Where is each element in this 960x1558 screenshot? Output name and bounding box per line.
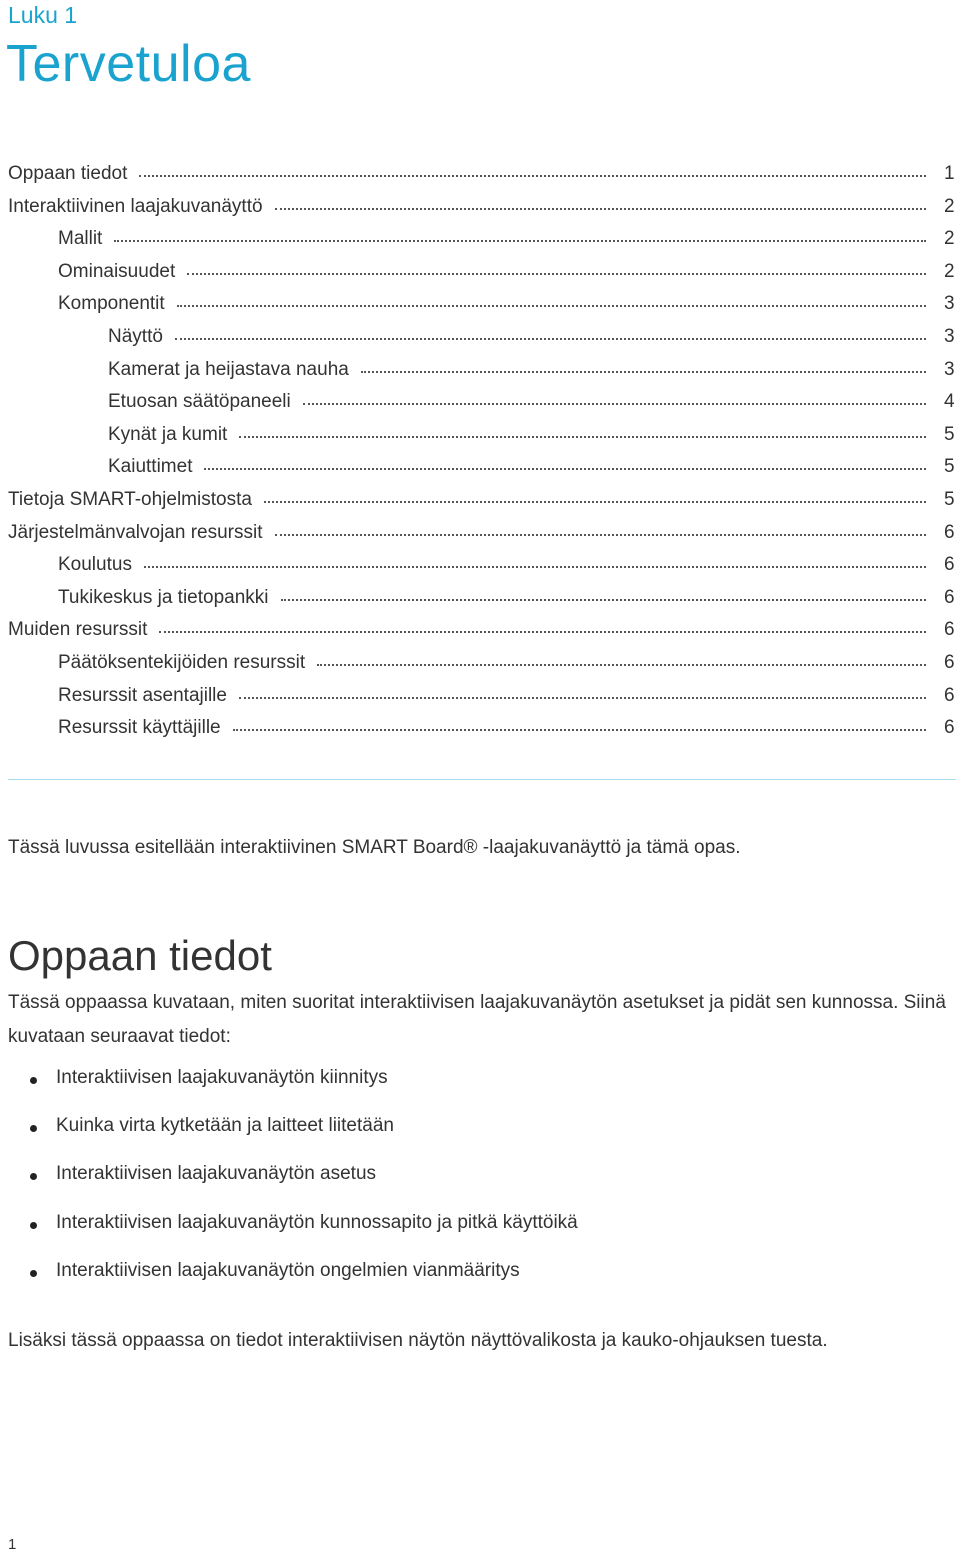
list-item-text: Interaktiivisen laajakuvanäytön kunnossapito ja pitkä käyttöikä — [56, 1211, 578, 1233]
toc-entry[interactable] — [0, 359, 960, 392]
chapter-title: Tervetuloa — [6, 35, 251, 93]
toc-dot-leader — [275, 208, 926, 210]
toc-entry-page: 3 — [944, 358, 955, 380]
list-item-text: Interaktiivisen laajakuvanäytön asetus — [56, 1163, 377, 1185]
toc-entry-title: Oppaan tiedot — [8, 163, 128, 184]
toc-entry[interactable] — [0, 196, 960, 229]
toc-entry-page: 6 — [944, 717, 955, 739]
toc-entry-title: Ominaisuudet — [58, 260, 176, 282]
bullet-list — [0, 1067, 578, 1308]
toc-entry[interactable] — [0, 228, 960, 261]
toc-dot-leader — [114, 240, 926, 242]
list-item — [0, 1163, 578, 1211]
section-description: Tässä oppaassa kuvataan, miten suoritat interaktiivisen laajakuvanäytön asetukset ja pidät sen kunnossa. Siinä kuvataan seuraavat tiedot: — [8, 992, 946, 1047]
page-number: 1 — [8, 1536, 17, 1553]
toc-dot-leader — [239, 436, 926, 438]
toc-entry-title: Koulutus — [58, 554, 132, 576]
toc-entry[interactable] — [0, 424, 960, 457]
toc-entry[interactable] — [0, 717, 960, 750]
section-title: Oppaan tiedot — [8, 932, 272, 979]
toc-entry-page: 2 — [944, 260, 955, 282]
toc-entry-page: 2 — [944, 195, 955, 217]
toc-entry-page: 6 — [944, 619, 955, 641]
toc-dot-leader — [281, 599, 926, 601]
toc-entry-title: Kamerat ja heijastava nauha — [108, 358, 349, 380]
toc-dot-leader — [275, 534, 927, 536]
chapter-intro: Tässä luvussa esitellään interaktiivinen SMART Board® -laajakuvanäyttö ja tämä opas. — [8, 837, 741, 858]
toc-dot-leader — [204, 468, 926, 470]
toc-entry-page: 5 — [944, 488, 955, 510]
toc-entry[interactable] — [0, 456, 960, 489]
toc-dot-leader — [233, 729, 926, 731]
toc-entry-page: 6 — [944, 586, 955, 608]
toc-entry[interactable] — [0, 163, 960, 196]
toc-entry[interactable] — [0, 554, 960, 587]
toc-entry-page: 4 — [944, 391, 955, 413]
toc-dot-leader — [303, 403, 926, 405]
toc-dot-leader — [361, 371, 926, 373]
toc-entry[interactable] — [0, 391, 960, 424]
toc-entry-title: Etuosan säätöpaneeli — [108, 391, 291, 413]
toc-dot-leader — [187, 273, 926, 275]
toc-entry[interactable] — [0, 685, 960, 718]
toc-entry-title: Resurssit asentajille — [58, 684, 227, 706]
toc-entry-page: 3 — [944, 293, 955, 315]
toc-entry-title: Kaiuttimet — [108, 456, 193, 478]
list-item — [0, 1115, 578, 1163]
toc-entry-page: 6 — [944, 521, 955, 543]
list-item-text: Interaktiivisen laajakuvanäytön ongelmien vianmääritys — [56, 1259, 520, 1281]
toc-dot-leader — [175, 338, 926, 340]
bullet-icon — [30, 1077, 37, 1084]
table-of-contents — [0, 163, 960, 750]
toc-entry[interactable] — [0, 489, 960, 522]
list-item-text: Kuinka virta kytketään ja laitteet liitetään — [56, 1115, 394, 1137]
toc-entry[interactable] — [0, 326, 960, 359]
toc-entry-title: Tietoja SMART-ohjelmistosta — [8, 488, 252, 510]
toc-entry-page: 2 — [944, 228, 955, 250]
toc-entry[interactable] — [0, 522, 960, 555]
toc-entry[interactable] — [0, 293, 960, 326]
toc-dot-leader — [317, 664, 926, 666]
toc-entry-title: Päätöksentekijöiden resurssit — [58, 651, 306, 673]
toc-entry-page: 5 — [944, 456, 955, 478]
toc-entry-title: Muiden resurssit — [8, 619, 148, 641]
toc-dot-leader — [239, 697, 926, 699]
list-item-text: Interaktiivisen laajakuvanäytön kiinnitys — [56, 1067, 388, 1088]
toc-dot-leader — [177, 305, 926, 307]
bullet-icon — [30, 1270, 37, 1277]
toc-entry-title: Komponentit — [58, 293, 165, 315]
list-item — [0, 1260, 578, 1308]
toc-entry-title: Resurssit käyttäjille — [58, 717, 221, 739]
bullet-icon — [30, 1222, 37, 1229]
toc-dot-leader — [144, 566, 926, 568]
toc-entry[interactable] — [0, 261, 960, 294]
toc-dot-leader — [264, 501, 926, 503]
toc-entry-page: 6 — [944, 684, 955, 706]
toc-entry[interactable] — [0, 652, 960, 685]
chapter-label: Luku 1 — [8, 2, 78, 28]
toc-entry-page: 3 — [944, 325, 955, 347]
toc-entry[interactable] — [0, 619, 960, 652]
toc-dot-leader — [159, 631, 926, 633]
list-item — [0, 1067, 578, 1115]
toc-dot-leader — [139, 175, 926, 177]
closing-paragraph: Lisäksi tässä oppaassa on tiedot interaktiivisen näytön näyttövalikosta ja kauko-ohjauksen tuesta. — [8, 1330, 828, 1351]
toc-entry-title: Interaktiivinen laajakuvanäyttö — [8, 195, 263, 217]
toc-entry-page: 1 — [944, 163, 955, 184]
toc-entry-title: Mallit — [58, 228, 103, 250]
toc-entry-title: Tukikeskus ja tietopankki — [58, 586, 269, 608]
toc-entry-title: Näyttö — [108, 325, 163, 347]
toc-entry-title: Järjestelmänvalvojan resurssit — [8, 521, 263, 543]
bullet-icon — [30, 1173, 37, 1180]
toc-entry-page: 6 — [944, 554, 955, 576]
bullet-icon — [30, 1125, 37, 1132]
toc-entry-page: 5 — [944, 423, 955, 445]
toc-entry-page: 6 — [944, 651, 955, 673]
toc-entry-title: Kynät ja kumit — [108, 423, 228, 445]
toc-entry[interactable] — [0, 587, 960, 620]
list-item — [0, 1212, 578, 1260]
section-divider — [8, 779, 956, 780]
